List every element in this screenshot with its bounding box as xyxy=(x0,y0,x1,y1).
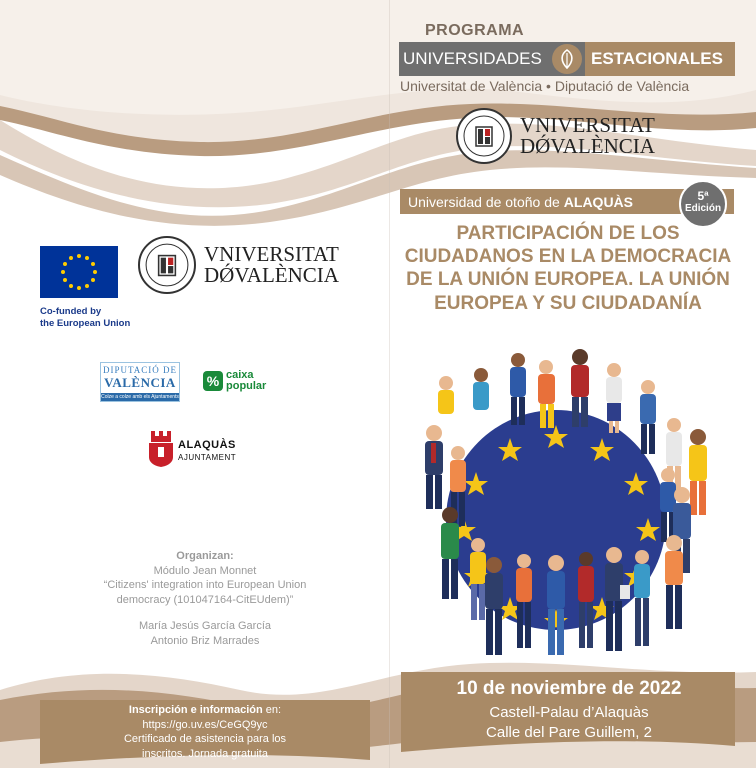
caixa-popular-logo xyxy=(203,370,266,392)
eu-flag-icon xyxy=(40,246,118,298)
inscription-line1: Certificado de asistencia para los xyxy=(123,733,287,746)
uv-line1: VNIVERSITAT xyxy=(204,242,339,266)
diputacio-logo xyxy=(100,362,180,402)
uv-wordmark xyxy=(204,244,339,286)
uv-line2: DǾVALÈNCIA xyxy=(204,263,339,287)
uv-line1: VNIVERSITAT xyxy=(520,113,655,137)
program-bar-left: UNIVERSIDADES xyxy=(403,49,542,68)
organizers-heading: Organizan: xyxy=(176,550,234,562)
organizer-person2: Antonio Briz Marrades xyxy=(150,634,260,647)
inscription-line2: inscritos. Jornada gratuita xyxy=(142,747,268,760)
venue-address: Calle del Pare Guillem, 2 xyxy=(486,723,652,741)
program-title: PROGRAMA xyxy=(425,22,525,39)
inscription-heading-rest: en: xyxy=(262,704,282,716)
uv-line2: DǾVALÈNCIA xyxy=(520,134,655,158)
dipu-line1: DIPUTACIÓ DE xyxy=(102,365,178,375)
organizers-line3: democracy (101047164-CitEUdem)” xyxy=(116,593,294,606)
inscription-heading xyxy=(40,703,370,718)
program-subtitle: Universitat de València • Diputació de València xyxy=(400,78,690,94)
inscription-link[interactable]: https://go.uv.es/CeGQ9yc xyxy=(142,718,268,731)
program-bar-right: ESTACIONALES xyxy=(585,42,735,76)
caixa-wordmark xyxy=(226,370,266,392)
event-venue xyxy=(402,703,736,742)
caixa-line1: caixa xyxy=(226,369,254,381)
caixa-line2: popular xyxy=(226,380,267,392)
venue-name: Castell-Palau d’Alaquàs xyxy=(489,704,649,721)
eu-caption-line1: Co-funded by xyxy=(40,306,102,317)
event-date: 10 de noviembre de 2022 xyxy=(456,678,682,699)
eu-caption-line2: the European Union xyxy=(40,317,131,329)
organizer-person1: María Jesús García García xyxy=(138,620,272,633)
alaquas-name: ALAQUÀS xyxy=(178,439,236,451)
inscription-heading-bold: Inscripción e información xyxy=(128,704,263,716)
edition-prefix: Universidad de otoño de xyxy=(408,193,560,210)
caixa-mark-icon: % xyxy=(203,371,223,391)
dipu-line3: Colze a colze amb els Ajuntaments xyxy=(101,394,179,400)
organizers-block xyxy=(40,549,370,648)
uv-seal-icon xyxy=(138,236,196,294)
organizers-line2: “Citizens' integration into European Union xyxy=(103,579,307,592)
eu-caption xyxy=(40,306,140,330)
alaquas-shield-icon xyxy=(148,431,174,467)
organizers-line1: Módulo Jean Monnet xyxy=(153,564,257,577)
main-title: PARTICIPACIÓN DE LOS CIUDADANOS EN LA DEMOCRACIA DE LA UNIÓN EUROPEA. LA UNIÓN EUROPEA Y SU CIUDADANÍA xyxy=(404,223,732,314)
dipu-line2: VALÈNCIA xyxy=(104,375,176,390)
edition-number: 5ª xyxy=(697,189,709,203)
edition-text: Edición xyxy=(684,203,722,215)
uv-logo-left xyxy=(138,236,339,294)
edition-place: ALAQUÀS xyxy=(563,193,634,210)
eu-flag-logo xyxy=(40,246,118,298)
alaquas-logo xyxy=(148,431,238,472)
inscription-block xyxy=(40,703,370,761)
alaquas-sub: AJUNTAMENT xyxy=(178,453,237,462)
